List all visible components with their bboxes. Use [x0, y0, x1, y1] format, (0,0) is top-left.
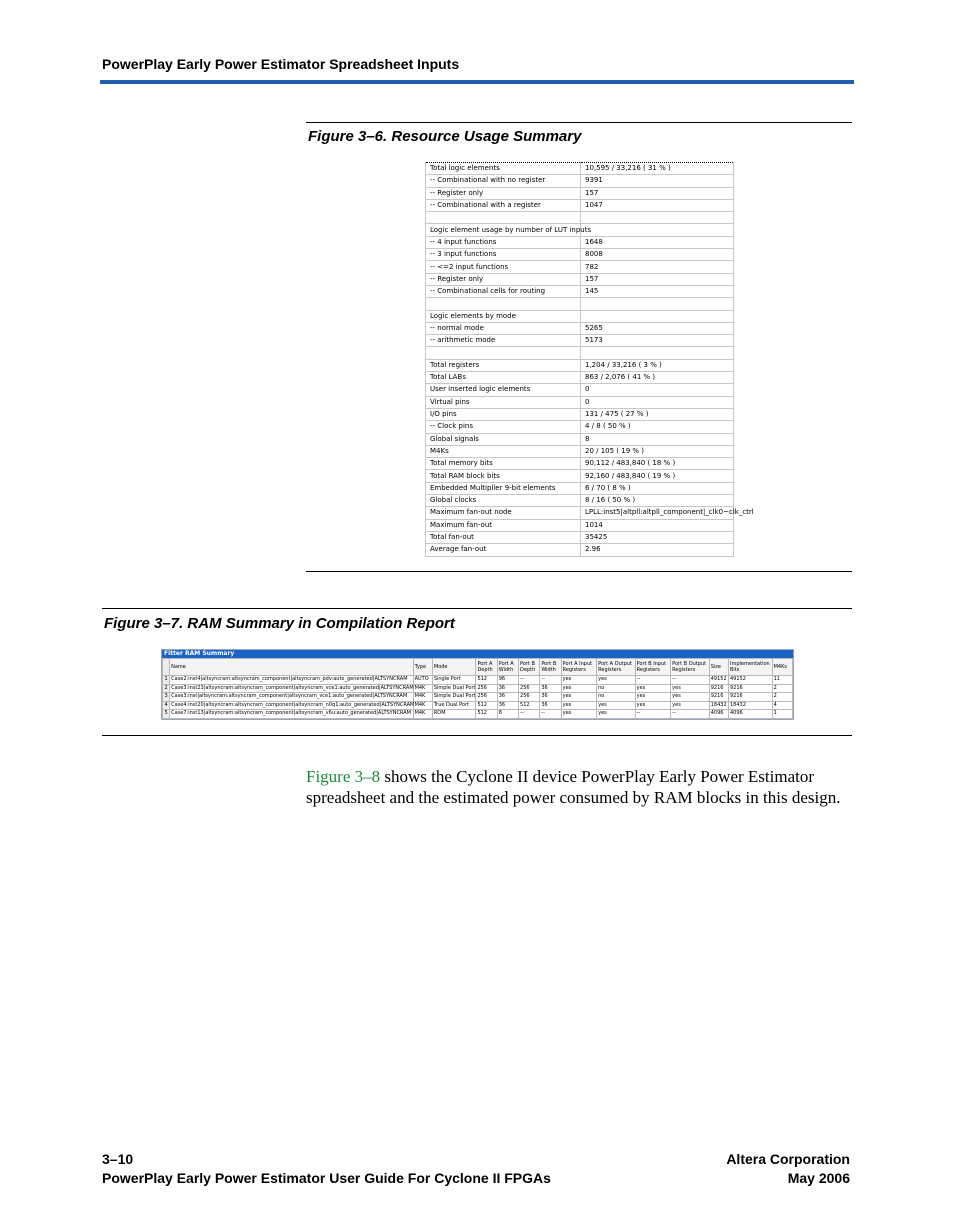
resource-row	[426, 273, 734, 285]
resource-label: -- normal mode	[426, 322, 581, 334]
resource-row	[426, 384, 734, 396]
ram-cell: 256	[476, 693, 497, 702]
resource-label: User inserted logic elements	[426, 384, 581, 396]
resource-value: 8008	[581, 249, 734, 261]
resource-row	[426, 261, 734, 273]
resource-row	[426, 199, 734, 211]
resource-label: -- <=2 input functions	[426, 261, 581, 273]
resource-row	[426, 482, 734, 494]
resource-label: Global signals	[426, 433, 581, 445]
ram-panel-title: Fitter RAM Summary	[162, 650, 793, 658]
ram-row[interactable]	[163, 676, 793, 685]
resource-row	[426, 224, 734, 236]
resource-value: 2.96	[581, 544, 734, 556]
resource-label: -- arithmetic mode	[426, 335, 581, 347]
figure7-caption: Figure 3–7. RAM Summary in Compilation Report	[104, 615, 455, 632]
resource-label	[426, 212, 581, 224]
resource-row	[426, 433, 734, 445]
resource-label: Total logic elements	[426, 163, 581, 175]
resource-row	[426, 519, 734, 531]
ram-row-index: 4	[164, 701, 168, 708]
ram-cell: 36	[497, 693, 518, 702]
ram-column-header[interactable]: M4Ks	[772, 659, 792, 676]
ram-cell: 1	[772, 710, 792, 719]
resource-label: -- 4 input functions	[426, 236, 581, 248]
resource-row	[426, 445, 734, 457]
ram-column-header[interactable]: Mode	[432, 659, 476, 676]
ram-cell: 36	[497, 684, 518, 693]
ram-cell: 256	[519, 684, 540, 693]
ram-cell: 96	[497, 676, 518, 685]
resource-value: 1047	[581, 199, 734, 211]
resource-row	[426, 347, 734, 359]
ram-cell: Case2:inst4|altsyncram:altsyncram_component|altsyncram_pdv:auto_generated|ALTSYNCRAM	[170, 676, 413, 685]
resource-row	[426, 249, 734, 261]
figure6-caption: Figure 3–6. Resource Usage Summary	[308, 128, 582, 145]
ram-cell: yes	[671, 693, 710, 702]
ram-cell: Simple Dual Port	[433, 693, 476, 700]
resource-label: -- Clock pins	[426, 421, 581, 433]
company-name: Altera Corporation	[726, 1151, 850, 1167]
body-paragraph	[306, 766, 858, 808]
ram-cell: Simple Dual Port	[433, 684, 476, 691]
resource-label: -- Combinational with a register	[426, 199, 581, 211]
resource-label: -- 3 input functions	[426, 249, 581, 261]
ram-cell: --	[635, 676, 671, 685]
resource-row	[426, 236, 734, 248]
resource-row	[426, 531, 734, 543]
resource-label: Logic elements by mode	[426, 310, 581, 322]
resource-value: 1648	[581, 236, 734, 248]
resource-row	[426, 470, 734, 482]
ram-cell: no	[597, 693, 636, 702]
resource-row	[426, 322, 734, 334]
ram-cell: 18432	[710, 701, 727, 708]
resource-value	[581, 298, 734, 310]
resource-label	[426, 347, 581, 359]
ram-cell: 512	[519, 701, 540, 710]
ram-column-header[interactable]: Port B Width	[540, 659, 561, 676]
ram-cell: 4096	[728, 710, 772, 719]
figure-reference-link[interactable]: Figure 3–8	[306, 767, 381, 786]
resource-row	[426, 421, 734, 433]
resource-value: LPLL:inst5|altpll:altpll_component|_clk0~clk_ctrl	[581, 507, 734, 519]
resource-row	[426, 495, 734, 507]
resource-value: 90,112 / 483,840 ( 18 % )	[581, 458, 734, 470]
ram-cell: yes	[561, 693, 597, 702]
ram-cell: --	[519, 676, 540, 685]
ram-cell: yes	[635, 684, 671, 693]
ram-cell: yes	[597, 701, 636, 710]
ram-cell: yes	[597, 710, 636, 719]
ram-cell: --	[671, 676, 710, 685]
figure6-bottom-rule	[306, 571, 852, 572]
resource-value: 35425	[581, 531, 734, 543]
resource-label: I/O pins	[426, 408, 581, 420]
ram-cell: yes	[671, 684, 710, 693]
ram-cell: yes	[635, 701, 671, 710]
ram-column-header[interactable]: Port A Depth	[476, 659, 497, 676]
ram-column-header[interactable]: Type	[413, 659, 432, 676]
ram-cell: AUTO	[413, 676, 432, 685]
ram-cell: 256	[519, 693, 540, 702]
resource-label: Total fan-out	[426, 531, 581, 543]
ram-cell: --	[635, 710, 671, 719]
resource-label: -- Register only	[426, 187, 581, 199]
ram-cell: --	[540, 710, 561, 719]
ram-cell: 36	[497, 701, 518, 710]
ram-cell: 36	[540, 693, 561, 702]
ram-column-header[interactable]	[163, 659, 170, 676]
ram-cell: M4K	[413, 684, 432, 693]
ram-cell: Case4:inst20|altsyncram:altsyncram_component|altsyncram_n0q1:auto_generated|ALTSYNCRAM	[171, 701, 415, 708]
ram-cell: 11	[772, 676, 792, 685]
running-header: PowerPlay Early Power Estimator Spreadsheet Inputs	[102, 56, 460, 72]
ram-row[interactable]	[163, 701, 793, 710]
ram-cell: 512	[476, 676, 497, 685]
resource-row	[426, 212, 734, 224]
ram-column-header[interactable]: Name	[170, 659, 413, 676]
ram-cell: 9216	[709, 684, 728, 693]
resource-label: M4Ks	[426, 445, 581, 457]
resource-value	[581, 212, 734, 224]
ram-cell: True Dual Port	[432, 701, 476, 710]
ram-cell: 36	[540, 701, 561, 710]
figure6-top-rule	[306, 122, 852, 123]
resource-label: Total LABs	[426, 372, 581, 384]
ram-cell: yes	[597, 676, 636, 685]
ram-cell: Case3:inst23|altsyncram:altsyncram_component|altsyncram_vce1:auto_generated|ALTSYNCRAM	[171, 684, 414, 691]
ram-cell: M4K	[413, 701, 432, 710]
ram-cell: 4	[772, 701, 792, 710]
resource-label: Total memory bits	[426, 458, 581, 470]
resource-value: 20 / 105 ( 19 % )	[581, 445, 734, 457]
resource-row	[426, 175, 734, 187]
ram-cell: 256	[476, 684, 497, 693]
resource-label: -- Combinational with no register	[426, 175, 581, 187]
resource-row	[426, 298, 734, 310]
ram-cell: 18432	[728, 701, 772, 710]
guide-title: PowerPlay Early Power Estimator User Guide For Cyclone II FPGAs	[102, 1170, 551, 1186]
ram-cell: Single Port	[432, 676, 476, 685]
ram-cell: Case3:inst|altsyncram:altsyncram_component|altsyncram_vce1:auto_generated|ALTSYNCRAM	[170, 693, 413, 702]
ram-cell: 9216	[728, 693, 772, 702]
resource-row	[426, 163, 734, 175]
ram-row[interactable]	[163, 710, 793, 719]
ram-cell: yes	[635, 693, 671, 702]
ram-summary-panel	[161, 649, 794, 720]
ram-cell: 49152	[728, 676, 772, 685]
header-rule	[100, 80, 854, 84]
page-number: 3–10	[102, 1151, 134, 1167]
ram-cell: 512	[476, 701, 497, 710]
resource-row	[426, 396, 734, 408]
ram-row-index: 3	[164, 693, 168, 700]
resource-value	[581, 224, 734, 236]
ram-cell: no	[597, 684, 636, 693]
ram-cell: yes	[561, 684, 597, 693]
resource-value: 1014	[581, 519, 734, 531]
resource-value: 1,204 / 33,216 ( 3 % )	[581, 359, 734, 371]
resource-label: Total registers	[426, 359, 581, 371]
ram-column-header[interactable]: Port B Input Registers	[635, 659, 671, 676]
resource-value: 131 / 475 ( 27 % )	[581, 408, 734, 420]
ram-cell: M4K	[413, 710, 432, 719]
resource-row	[426, 458, 734, 470]
ram-row[interactable]	[163, 684, 793, 693]
resource-value: 8	[581, 433, 734, 445]
ram-cell: --	[671, 710, 710, 719]
resource-label: Global clocks	[426, 495, 581, 507]
resource-value: 92,160 / 483,840 ( 19 % )	[581, 470, 734, 482]
resource-row	[426, 285, 734, 297]
ram-cell: 49152	[710, 676, 727, 683]
ram-cell: M4K	[413, 693, 432, 702]
figure7-bottom-rule	[102, 735, 852, 736]
ram-cell: 8	[497, 710, 518, 719]
resource-label: -- Register only	[426, 273, 581, 285]
resource-label: Logic element usage by number of LUT inputs	[426, 224, 581, 236]
resource-value: 157	[581, 273, 734, 285]
resource-value: 6 / 70 ( 8 % )	[581, 482, 734, 494]
ram-cell: 2	[772, 684, 792, 693]
ram-row[interactable]	[163, 693, 793, 702]
resource-label: Total RAM block bits	[426, 470, 581, 482]
ram-summary-table	[162, 658, 793, 719]
resource-row	[426, 310, 734, 322]
resource-value: 0	[581, 396, 734, 408]
resource-row	[426, 408, 734, 420]
ram-cell: yes	[561, 710, 597, 719]
ram-row-index: 2	[164, 684, 168, 691]
resource-label: Virtual pins	[426, 396, 581, 408]
ram-row-index: 5	[164, 710, 168, 717]
ram-cell: ROM	[432, 710, 476, 719]
ram-cell: yes	[561, 676, 597, 685]
ram-column-header[interactable]: Size	[709, 659, 728, 676]
resource-row	[426, 372, 734, 384]
resource-value: 9391	[581, 175, 734, 187]
resource-usage-table	[425, 162, 754, 557]
ram-cell: 9216	[728, 684, 772, 693]
footer-right	[726, 1150, 850, 1188]
ram-column-header[interactable]: Port A Input Registers	[561, 659, 597, 676]
resource-label: -- Combinational cells for routing	[426, 285, 581, 297]
ram-cell: Case7:inst13|altsyncram:altsyncram_component|altsyncram_v6u:auto_generated|ALTSYNCRAM	[170, 710, 413, 719]
ram-cell: 36	[540, 684, 561, 693]
resource-value: 145	[581, 285, 734, 297]
resource-value: 863 / 2,076 ( 41 % )	[581, 372, 734, 384]
resource-label: Maximum fan-out	[426, 519, 581, 531]
resource-value: 782	[581, 261, 734, 273]
ram-cell: 512	[476, 710, 497, 719]
ram-cell: 2	[772, 693, 792, 702]
ram-cell: 9216	[709, 693, 728, 702]
resource-value: 8 / 16 ( 50 % )	[581, 495, 734, 507]
resource-value: 5265	[581, 322, 734, 334]
resource-label: Maximum fan-out node	[426, 507, 581, 519]
resource-value	[581, 347, 734, 359]
ram-column-header[interactable]: Implementation Bits	[728, 659, 772, 676]
resource-value	[581, 310, 734, 322]
body-paragraph-text: shows the Cyclone II device PowerPlay Early Power Estimator spreadsheet and the estimated power consumed by RAM blocks in this design.	[306, 767, 841, 807]
resource-label	[426, 298, 581, 310]
ram-column-header[interactable]: Port B Output Registers	[671, 659, 710, 676]
resource-row	[426, 335, 734, 347]
resource-value: 157	[581, 187, 734, 199]
ram-column-header[interactable]: Port A Output Registers	[597, 659, 636, 676]
ram-column-header[interactable]: Port B Depth	[519, 659, 540, 676]
resource-row	[426, 359, 734, 371]
ram-column-header[interactable]: Port A Width	[497, 659, 518, 676]
ram-cell: 4096	[709, 710, 728, 719]
figure7-top-rule	[102, 608, 852, 609]
resource-value: 5173	[581, 335, 734, 347]
resource-value: 4 / 8 ( 50 % )	[581, 421, 734, 433]
ram-cell: --	[519, 710, 540, 719]
resource-value: 0	[581, 384, 734, 396]
publication-date: May 2006	[787, 1170, 850, 1186]
ram-cell: --	[540, 676, 561, 685]
resource-label: Average fan-out	[426, 544, 581, 556]
ram-row-index: 1	[164, 676, 168, 683]
resource-value: 10,595 / 33,216 ( 31 % )	[581, 163, 734, 175]
resource-row	[426, 544, 734, 556]
resource-label: Embedded Multiplier 9-bit elements	[426, 482, 581, 494]
resource-row	[426, 187, 734, 199]
ram-cell: yes	[561, 701, 597, 710]
resource-row	[426, 507, 734, 519]
footer-left	[102, 1150, 551, 1188]
ram-cell: yes	[671, 701, 710, 710]
